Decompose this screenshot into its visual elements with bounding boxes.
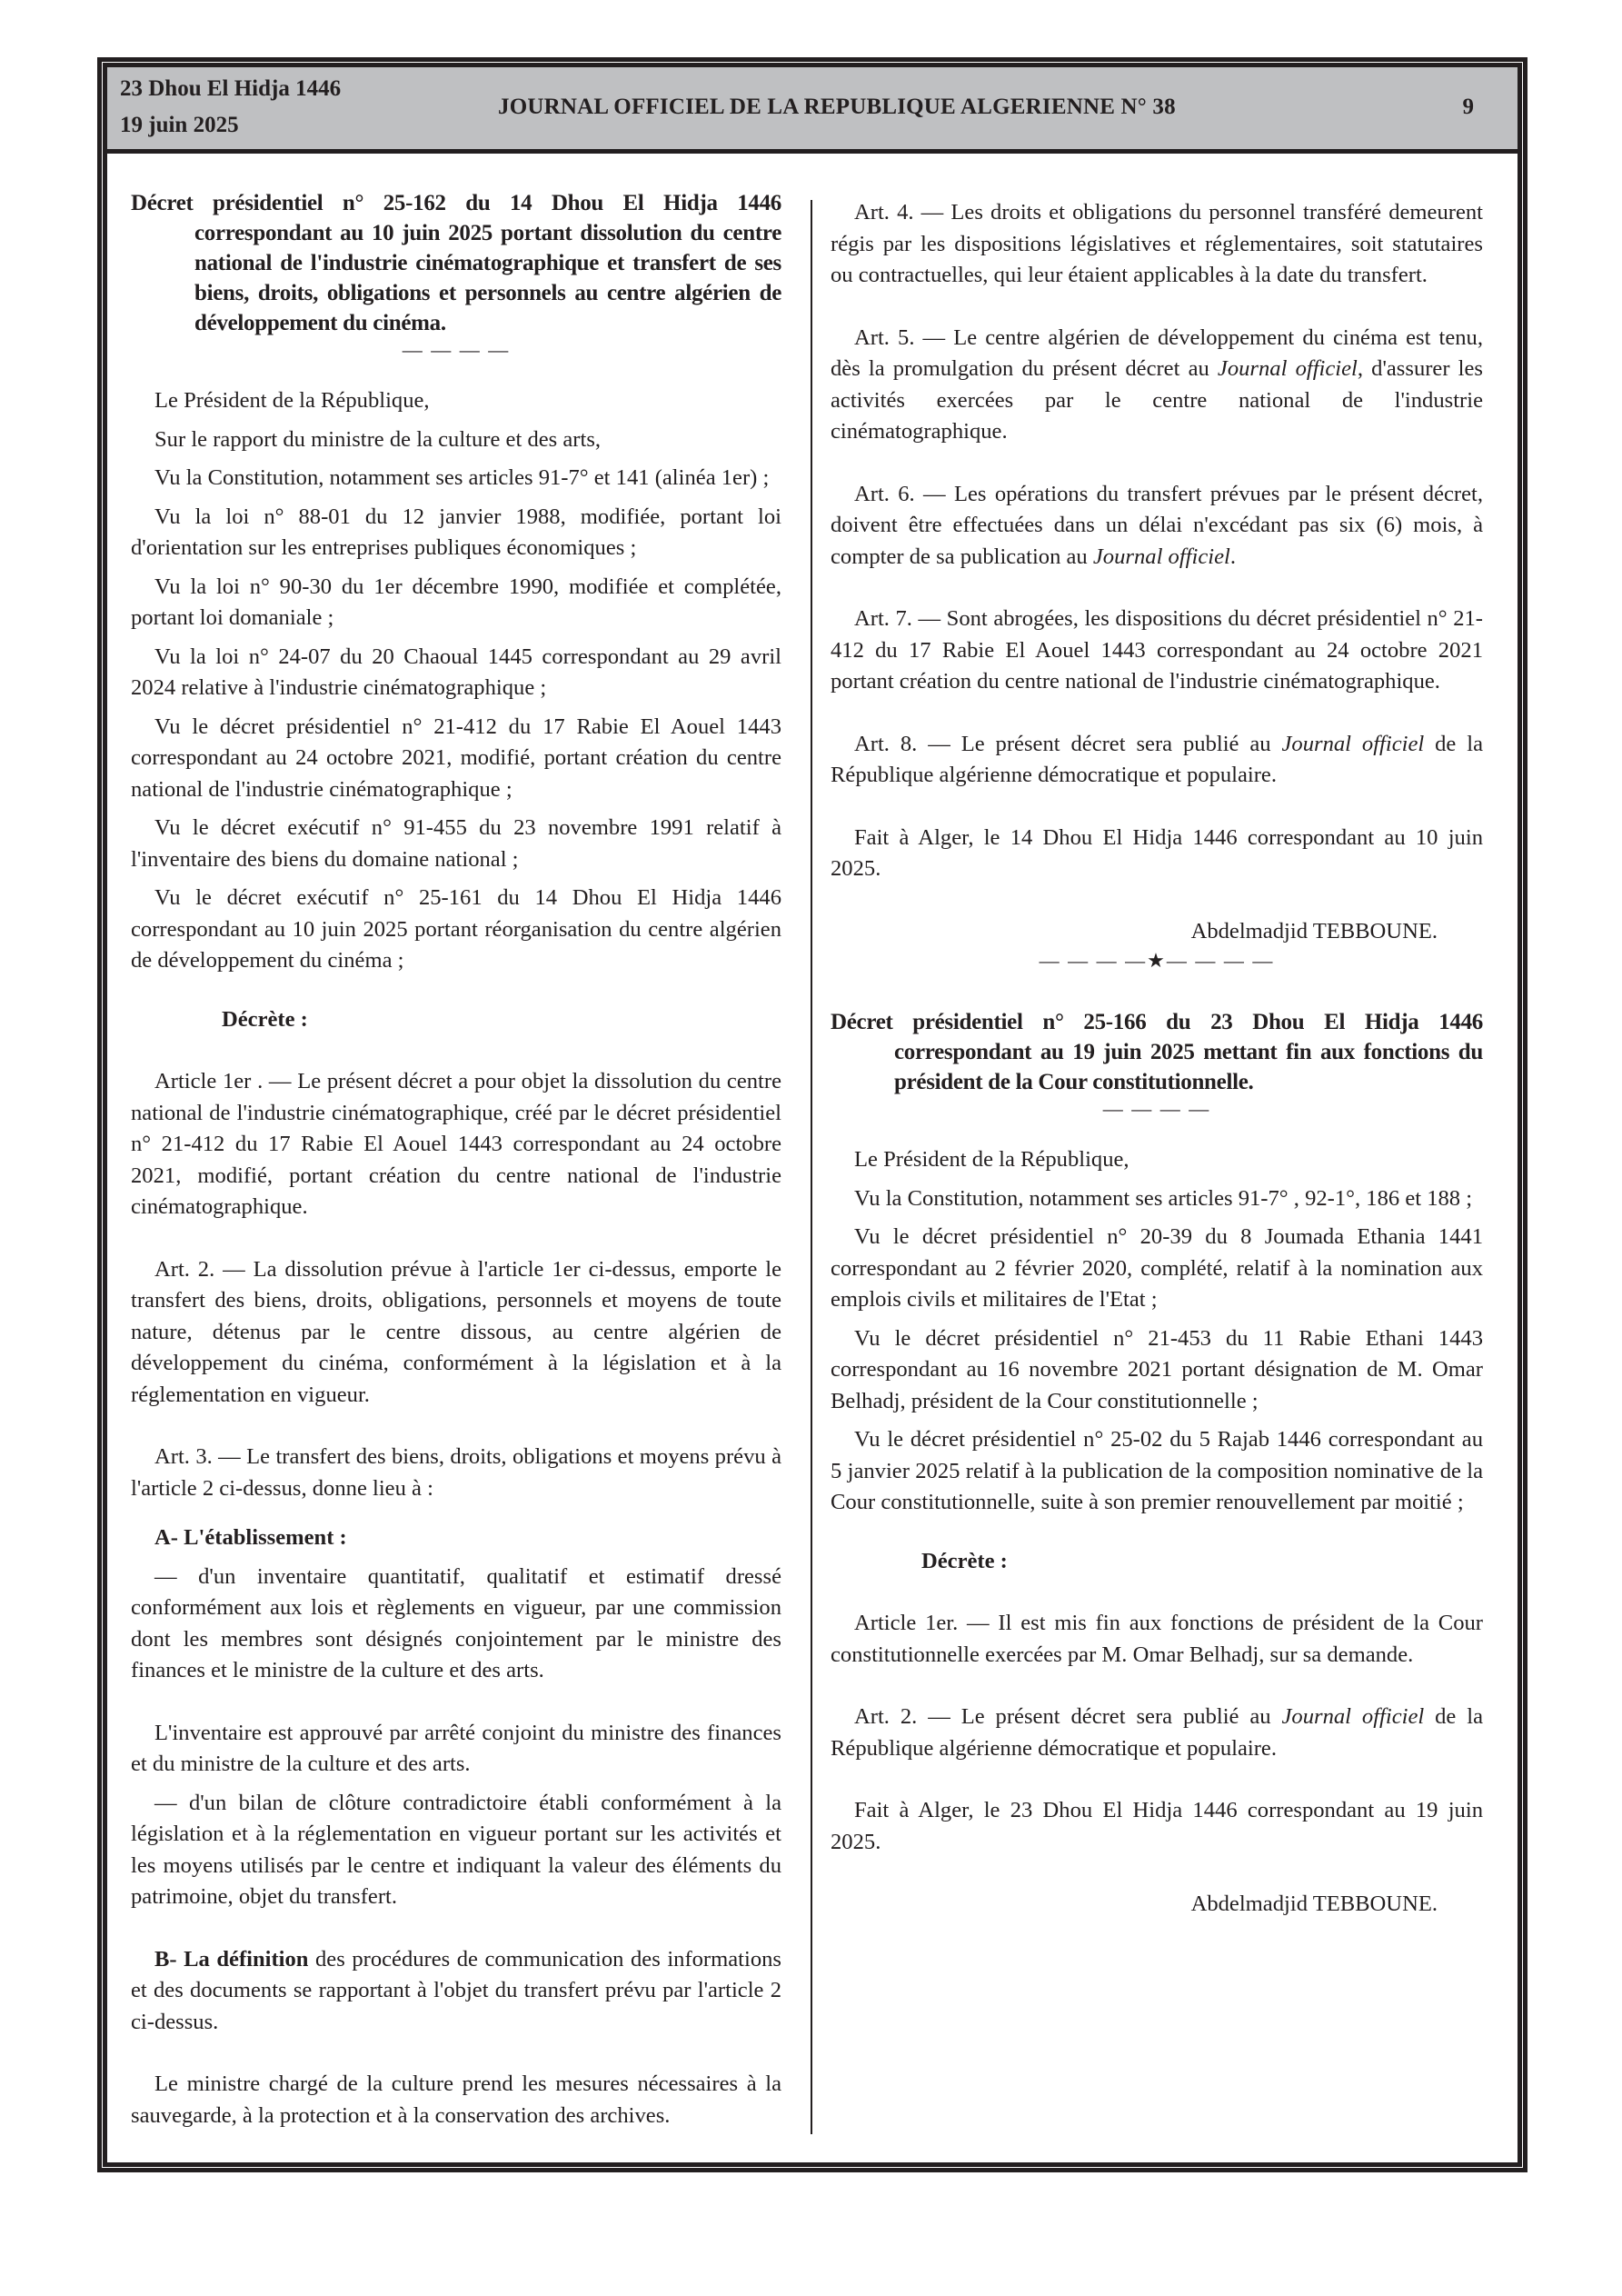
- header-title: JOURNAL OFFICIEL DE LA REPUBLIQUE ALGERIENNE N° 38: [498, 95, 1176, 119]
- decree2-article-2-text: Art. 2. — Le présent décret sera publié au: [854, 1704, 1282, 1729]
- decree2-signature: Abdelmadjid TEBBOUNE.: [1190, 1892, 1438, 1916]
- article-2: Art. 2. — La dissolution prévue à l'article 1er ci-dessus, emporte le transfert des biens, droits, obligations, personnels et moyens de toute nature, détenus par le centre dissous, au centre algérien de développement du cinéma, conformément à la législation et à la réglementation en vigueur.: [131, 1256, 781, 1407]
- article-6: [831, 479, 1483, 574]
- section-a-approval: L'inventaire est approuvé par arrêté conjoint du ministre des finances et du ministre de la culture et des arts.: [131, 1720, 781, 1776]
- section-b: [131, 1944, 781, 2039]
- decree2-article-2-text-end: de la République algérienne démocratique et populaire.: [831, 1704, 1483, 1761]
- article-8-text: Art. 8. — Le présent décret sera publié au: [854, 731, 1282, 756]
- journal-officiel-ref: Journal officiel: [1281, 1704, 1425, 1729]
- journal-officiel-ref: Journal officiel: [1092, 544, 1230, 569]
- preamble-line: Vu la loi n° 24-07 du 20 Chaoual 1445 correspondant au 29 avril 2024 relative à l'industrie cinématographique ;: [131, 644, 781, 700]
- preamble-line: Vu la loi n° 88-01 du 12 janvier 1988, modifiée, portant loi d'orientation sur les entreprises publiques économiques ;: [131, 504, 781, 560]
- star-separator: — — — —★— — — —: [1039, 949, 1275, 972]
- decree2-done-at: Fait à Alger, le 23 Dhou El Hidja 1446 correspondant au 19 juin 2025.: [831, 1798, 1483, 1854]
- preamble-line: Le Président de la République,: [154, 388, 430, 413]
- preamble-line: Vu la Constitution, notamment ses articles 91-7° , 92-1°, 186 et 188 ;: [854, 1185, 1473, 1211]
- section-b-heading: B- La définition: [154, 1946, 309, 1972]
- preamble-line: Le Président de la République,: [854, 1147, 1129, 1172]
- article-5-text: Art. 5. — Le centre algérien de développement du cinéma est tenu, dès la promulgation du présent décret au: [831, 324, 1483, 381]
- header-date-gregorian: 19 juin 2025: [120, 113, 239, 137]
- preamble-line: Sur le rapport du ministre de la culture et des arts,: [154, 426, 602, 452]
- article-5: [831, 323, 1483, 448]
- page-number: 9: [1462, 95, 1474, 119]
- article-5-text-end: , d'assurer les activités exercées par le centre national de l'industrie cinématographique.: [831, 356, 1483, 444]
- section-a-closing-balance: — d'un bilan de clôture contradictoire établi conformément à la législation et à la réglementation en vigueur portant sur les activités et les moyens utilisés par le centre et indiquant la valeur des éléments du patrimoine, objet du transfert.: [131, 1790, 781, 1909]
- preamble-line: Vu le décret présidentiel n° 21-453 du 11 Rabie Ethani 1443 correspondant au 16 novembre 2021 portant désignation de M. Omar Belhadj, président de la Cour constitutionnelle ;: [831, 1325, 1483, 1413]
- decree1-signature: Abdelmadjid TEBBOUNE.: [1190, 918, 1438, 943]
- decree1-title: Décret présidentiel n° 25-162 du 14 Dhou El Hidja 1446 correspondant au 10 juin 2025 portant dissolution du centre national de l'industrie cinématographique et transfert de ses biens, droits, obligations et personnels au centre algérien de développement du cinéma.: [131, 191, 781, 335]
- journal-officiel-ref: Journal officiel: [1281, 731, 1425, 756]
- decree2-article-2: [831, 1702, 1483, 1764]
- decree2-title: Décret présidentiel n° 25-166 du 23 Dhou El Hidja 1446 correspondant au 19 juin 2025 mettant fin aux fonctions du président de la Cour constitutionnelle.: [831, 1010, 1483, 1094]
- header-date-hijri: 23 Dhou El Hidja 1446: [120, 76, 342, 101]
- preamble-line: Vu la Constitution, notamment ses articles 91-7° et 141 (alinéa 1er) ;: [154, 465, 770, 490]
- preamble-line: Vu le décret présidentiel n° 20-39 du 8 Joumada Ethania 1441 correspondant au 2 février 2020, complété, relatif à la nomination aux emplois civils et militaires de l'Etat ;: [831, 1224, 1483, 1312]
- section-a-heading: A- L'établissement :: [154, 1525, 347, 1550]
- article-4: Art. 4. — Les droits et obligations du personnel transféré demeurent régis par les dispositions législatives et réglementaires, soit statutaires ou contractuelles, qui leur étaient applicables à la date du transfert.: [831, 200, 1483, 287]
- preamble-line: Vu le décret présidentiel n° 21-412 du 17 Rabie El Aouel 1443 correspondant au 24 octobre 2021, modifié, portant création du centre national de l'industrie cinématographique ;: [131, 714, 781, 802]
- article-1: Article 1er . — Le présent décret a pour objet la dissolution du centre national de l'industrie cinématographique, créé par le décret présidentiel n° 21-412 du 17 Rabie El Aouel 1443 correspondant au 24 octobre 2021, modifié, portant création du centre national de l'industrie cinématographique.: [131, 1069, 781, 1219]
- journal-header: [107, 67, 1518, 154]
- article-3: Art. 3. — Le transfert des biens, droits, obligations et moyens prévu à l'article 2 ci-dessus, donne lieu à :: [131, 1444, 781, 1501]
- section-a-inventory: — d'un inventaire quantitatif, qualitatif et estimatif dressé conformément aux lois et règlements en vigueur, par une commission dont les membres sont désignés conjointement par le ministre des finances et le ministre de la culture et des arts.: [131, 1563, 781, 1682]
- preamble-line: Vu le décret exécutif n° 91-455 du 23 novembre 1991 relatif à l'inventaire des biens du domaine national ;: [131, 815, 781, 872]
- article-6-text: Art. 6. — Les opérations du transfert prévues par le présent décret, doivent être effectuées dans un délai n'excédant pas six (6) mois, à compter de sa publication au: [831, 481, 1483, 569]
- decrete-heading: Décrète :: [921, 1548, 1008, 1573]
- article-6-text-end: .: [1229, 544, 1236, 569]
- section-b-text: des procédures de communication des informations et des documents se rapportant à l'objet du transfert prévu par l'article 2 ci-dessus.: [131, 1946, 781, 2034]
- preamble-line: Vu la loi n° 90-30 du 1er décembre 1990, modifiée et complétée, portant loi domaniale ;: [131, 574, 781, 630]
- decrete-heading: Décrète :: [222, 1006, 308, 1032]
- header-dates: [120, 71, 341, 144]
- title-separator: — — — —: [402, 338, 511, 361]
- column-divider: [811, 200, 812, 2134]
- left-column: [131, 188, 781, 2139]
- article-7: Art. 7. — Sont abrogées, les dispositions du décret présidentiel n° 21-412 du 17 Rabie El Aouel 1443 correspondant au 24 octobre 2021 portant création du centre national de l'industrie cinématographique.: [831, 606, 1483, 694]
- decree1-done-at: Fait à Alger, le 14 Dhou El Hidja 1446 correspondant au 10 juin 2025.: [831, 824, 1483, 881]
- article-8: [831, 729, 1483, 792]
- decree2-article-1: Article 1er. — Il est mis fin aux fonctions de président de la Cour constitutionnelle exercées par M. Omar Belhadj, sur sa demande.: [831, 1611, 1483, 1667]
- right-column: [831, 188, 1483, 1921]
- archives-paragraph: Le ministre chargé de la culture prend les mesures nécessaires à la sauvegarde, à la protection et à la conservation des archives.: [131, 2071, 781, 2128]
- preamble-line: Vu le décret présidentiel n° 25-02 du 5 Rajab 1446 correspondant au 5 janvier 2025 relatif à la publication de la composition nominative de la Cour constitutionnelle, suite à son premier renouvellement par moitié ;: [831, 1427, 1483, 1514]
- journal-officiel-ref: Journal officiel: [1217, 356, 1358, 381]
- article-8-text-end: de la République algérienne démocratique et populaire.: [831, 731, 1483, 787]
- preamble-line: Vu le décret exécutif n° 25-161 du 14 Dhou El Hidja 1446 correspondant au 10 juin 2025 portant réorganisation du centre algérien de développement du cinéma ;: [131, 885, 781, 973]
- title-separator: — — — —: [1102, 1097, 1211, 1120]
